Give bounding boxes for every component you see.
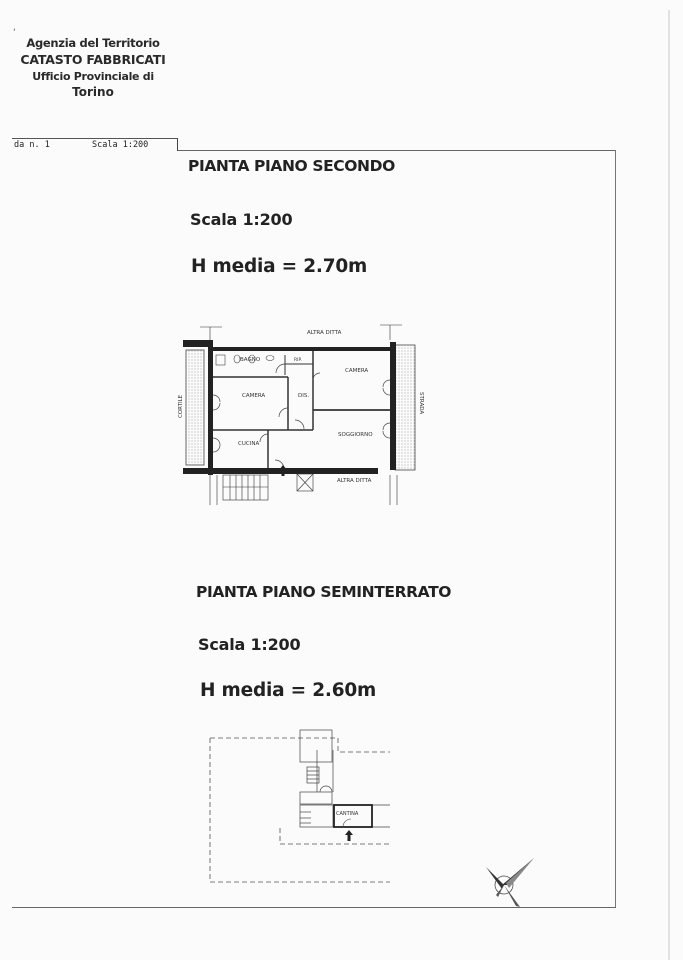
- svg-text:ALTRA DITTA: ALTRA DITTA: [307, 330, 342, 336]
- svg-text:ALTRA DITTA: ALTRA DITTA: [337, 478, 372, 484]
- scan-edge-shadow: [668, 10, 670, 960]
- scan-mark: ‘: [13, 28, 16, 38]
- floor-height-seminterrato: H media = 2.60m: [200, 680, 377, 701]
- sheet-number: da n. 1: [14, 140, 50, 150]
- svg-text:STRADA: STRADA: [418, 392, 424, 415]
- strip-scale: Scala 1:200: [92, 140, 149, 150]
- compass-rose-icon: [482, 855, 542, 910]
- office-name: Ufficio Provinciale di: [32, 70, 154, 83]
- department-name: CATASTO FABBRICATI: [20, 52, 166, 67]
- svg-text:BAGNO: BAGNO: [240, 357, 261, 363]
- svg-text:CUCINA: CUCINA: [238, 441, 260, 447]
- header-block: [8, 28, 178, 99]
- svg-text:CORTILE: CORTILE: [178, 394, 184, 418]
- floor-title-secondo: PIANTA PIANO SECONDO: [188, 157, 395, 175]
- floor-height-secondo: H media = 2.70m: [191, 256, 368, 277]
- agency-name: Agenzia del Territorio: [26, 36, 160, 50]
- floor-plan-secondo: [170, 320, 440, 510]
- svg-text:CAMERA: CAMERA: [345, 368, 369, 374]
- city-name: Torino: [72, 85, 114, 99]
- sheet-strip: [12, 138, 178, 151]
- floor-scale-seminterrato: Scala 1:200: [198, 635, 301, 654]
- floor-title-seminterrato: PIANTA PIANO SEMINTERRATO: [196, 583, 452, 601]
- svg-text:CANTINA: CANTINA: [336, 811, 359, 817]
- svg-text:SOGGIORNO: SOGGIORNO: [338, 432, 373, 438]
- svg-text:RIP.: RIP.: [294, 358, 302, 363]
- floor-plan-seminterrato: [200, 730, 400, 890]
- frame-right-border: [615, 150, 616, 908]
- svg-text:DIS.: DIS.: [298, 393, 310, 399]
- frame-top-border: [178, 150, 615, 151]
- svg-text:CAMERA: CAMERA: [242, 393, 266, 399]
- floor-scale-secondo: Scala 1:200: [190, 210, 293, 229]
